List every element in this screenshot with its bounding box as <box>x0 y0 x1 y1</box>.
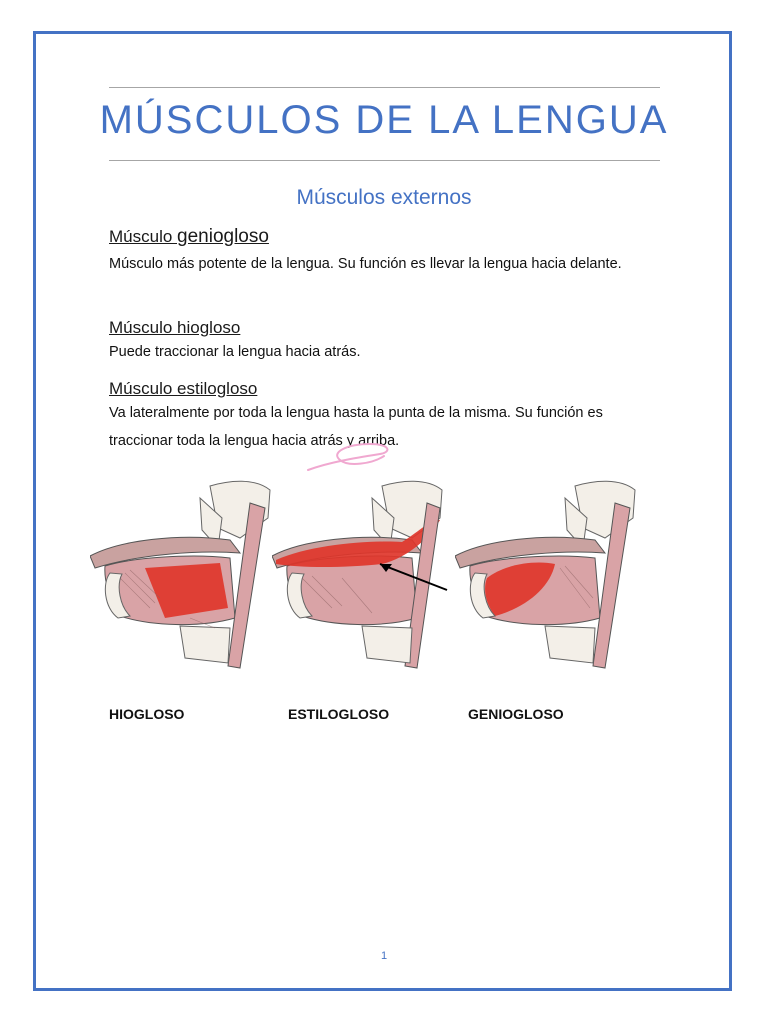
page-number: 1 <box>380 950 388 962</box>
heading-name: geniogloso <box>177 226 269 247</box>
heading-prefix: Músculo <box>109 227 178 246</box>
figure-geniogloso <box>455 478 645 673</box>
pen-doodle <box>300 440 395 480</box>
heading-prefix: Músculo <box>109 379 178 398</box>
figure-label-hiogloso: HIOGLOSO <box>109 706 185 722</box>
paragraph-hiogloso: Puede traccionar la lengua hacia atrás. <box>109 344 361 360</box>
heading-prefix: Músculo <box>109 318 178 337</box>
heading-estilogloso <box>109 379 257 399</box>
heading-name: hiogloso <box>177 318 241 337</box>
figure-label-estilogloso: ESTILOGLOSO <box>288 706 390 722</box>
heading-hiogloso <box>109 318 240 338</box>
paragraph-geniogloso: Músculo más potente de la lengua. Su función es llevar la lengua hacia delante. <box>109 256 622 272</box>
heading-name: estilogloso <box>177 379 258 398</box>
title-rule-top <box>109 87 660 88</box>
figure-estilogloso <box>272 478 462 673</box>
figure-hiogloso <box>90 478 280 673</box>
section-subtitle: Músculos externos <box>296 186 472 209</box>
paragraph-estilogloso: Va lateralmente por toda la lengua hasta la punta de la misma. Su función es traccionar toda la lengua hacia atrás y arriba. <box>109 405 603 449</box>
heading-geniogloso <box>109 226 269 248</box>
title-rule-bottom <box>109 160 660 161</box>
figure-label-geniogloso: GENIOGLOSO <box>468 706 564 722</box>
page-title: MÚSCULOS DE LA LENGUA <box>99 98 669 142</box>
